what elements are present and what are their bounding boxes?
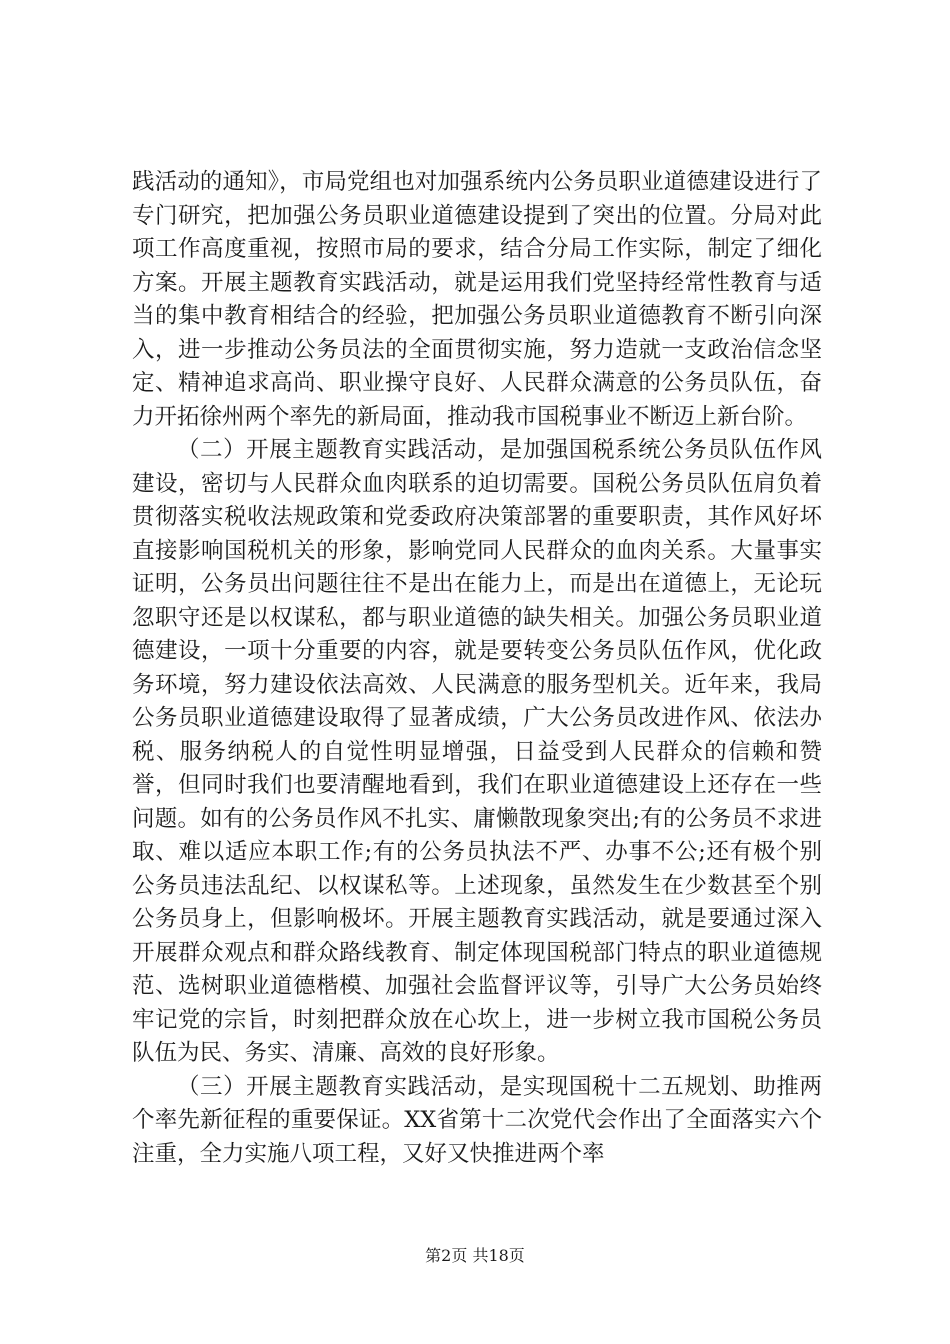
page-footer: 第2页 共18页 [425,1246,525,1265]
paragraph-1: 践活动的通知》，市局党组也对加强系统内公务员职业道德建设进行了专门研究，把加强公务员职业道德建设提到了突出的位置。分局对此项工作高度重视，按照市局的要求，结合分局工作实际，制定了细化方案。开展主题教育实践活动，就是运用我们党坚持经常性教育与适当的集中教育相结合的经验，把加强公务员职业道德教育不断引向深入，进一步推动公务员法的全面贯彻实施，努力造就一支政治信念坚定、精神追求高尚、职业操守良好、人民群众满意的公务员队伍，奋力开拓徐州两个率先的新局面，推动我市国税事业不断迈上新台阶。 [132,169,822,430]
paragraph-2: （二）开展主题教育实践活动，是加强国税系统公务员队伍作风建设，密切与人民群众血肉联系的迫切需要。国税公务员队伍肩负着贯彻落实税收法规政策和党委政府决策部署的重要职责，其作风好坏直接影响国税机关的形象，影响党同人民群众的血肉关系。大量事实证明，公务员出问题往往不是出在能力上，而是出在道德上，无论玩忽职守还是以权谋私，都与职业道德的缺失相关。加强公务员职业道德建设，一项十分重要的内容，就是要转变公务员队伍作风，优化政务环境，努力建设依法高效、人民满意的服务型机关。近年来，我局公务员职业道德建设取得了显著成绩，广大公务员改进作风、依法办税、服务纳税人的自觉性明显增强，日益受到人民群众的信赖和赞誉，但同时我们也要清醒地看到，我们在职业道德建设上还存在一些问题。如有的公务员作风不扎实、庸懒散现象突出;有的公务员不求进取、难以适应本职工作;有的公务员执法不严、办事不公;还有极个别公务员违法乱纪、以权谋私等。上述现象，虽然发生在少数甚至个别公务员身上，但影响极坏。开展主题教育实践活动，就是要通过深入开展群众观点和群众路线教育、制定体现国税部门特点的职业道德规范、选树职业道德楷模、加强社会监督评议等，引导广大公务员始终牢记党的宗旨，时刻把群众放在心坎上，进一步树立我市国税公务员队伍为民、务实、清廉、高效的良好形象。 [132,437,822,1066]
paragraph-3: （三）开展主题教育实践活动，是实现国税十二五规划、助推两个率先新征程的重要保证。XX省第十二次党代会作出了全面落实六个注重，全力实施八项工程，又好又快推进两个率 [132,1073,822,1167]
document-body [132,166,822,1171]
